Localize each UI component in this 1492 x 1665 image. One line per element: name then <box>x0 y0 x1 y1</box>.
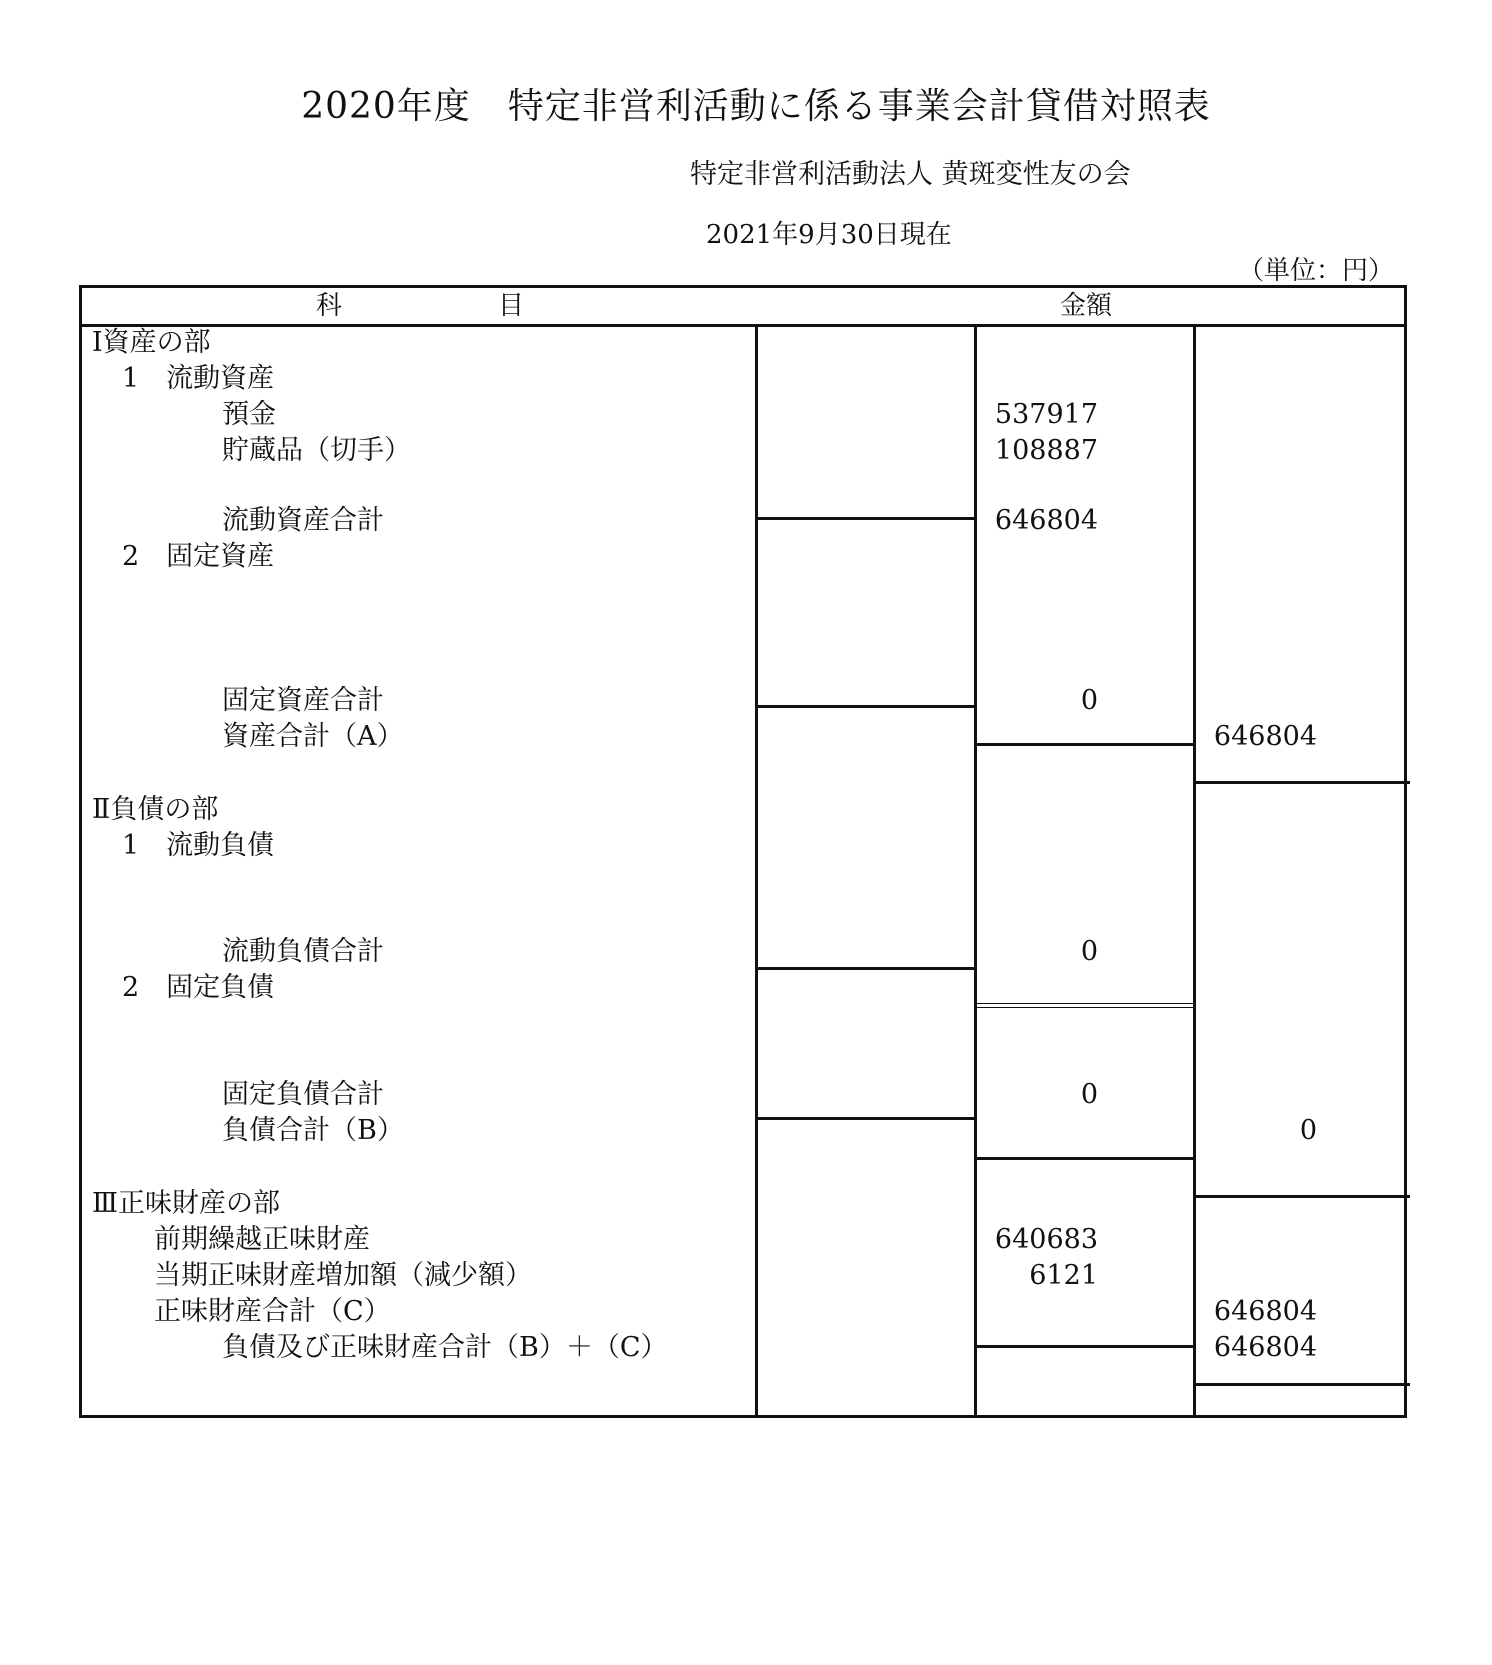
net-assets-change-value: 6121 <box>1029 1260 1098 1291</box>
prior-net-assets-value: 640683 <box>994 1224 1098 1255</box>
deposits-label: 預金 <box>222 399 276 430</box>
assets-total-value: 646804 <box>1213 721 1317 752</box>
current-assets-total-label: 流動資産合計 <box>222 505 384 536</box>
fixed-liabilities-total-value: 0 <box>1080 1079 1098 1110</box>
rule <box>1193 1195 1410 1198</box>
current-assets-label: 1 流動資産 <box>122 363 275 394</box>
fixed-assets-total-value: 0 <box>1080 685 1098 716</box>
unit-label: （単位：円） <box>1238 256 1395 286</box>
net-assets-total-label: 正味財産合計（C） <box>154 1296 391 1327</box>
liabilities-total-label: 負債合計（B） <box>222 1115 404 1146</box>
assets-section-label: Ⅰ資産の部 <box>92 327 211 358</box>
grand-total-value: 646804 <box>1213 1332 1317 1363</box>
fixed-assets-total-label: 固定資産合計 <box>222 685 384 716</box>
fixed-assets-label: 2 固定資産 <box>122 541 275 572</box>
rule <box>1193 1383 1410 1386</box>
fixed-liabilities-label: 2 固定負債 <box>122 972 275 1003</box>
current-liabilities-total-label: 流動負債合計 <box>222 936 384 967</box>
column-line-1 <box>755 326 758 1418</box>
fixed-liabilities-total-label: 固定負債合計 <box>222 1079 384 1110</box>
net-assets-section-label: Ⅲ正味財産の部 <box>92 1188 281 1219</box>
liabilities-section-label: Ⅱ負債の部 <box>92 794 219 825</box>
net-assets-total-value: 646804 <box>1213 1296 1317 1327</box>
net-assets-change-label: 当期正味財産増加額（減少額） <box>154 1260 532 1291</box>
stamps-value: 108887 <box>994 435 1098 466</box>
deposits-value: 537917 <box>994 399 1098 430</box>
header-divider <box>82 324 1404 327</box>
assets-total-label: 資産合計（A） <box>222 721 404 752</box>
rule <box>755 1117 974 1120</box>
document-title: 2020年度 特定非営利活動に係る事業会計貸借対照表 <box>301 86 1211 127</box>
rule <box>974 1003 1193 1004</box>
stamps-label: 貯蔵品（切手） <box>222 435 411 466</box>
rule <box>974 1157 1193 1160</box>
current-assets-total-value: 646804 <box>994 505 1098 536</box>
current-liabilities-label: 1 流動負債 <box>122 830 275 861</box>
liabilities-total-value: 0 <box>1299 1115 1317 1146</box>
as-of-date: 2021年9月30日現在 <box>706 220 952 250</box>
column-line-3 <box>1193 326 1196 1418</box>
current-liabilities-total-value: 0 <box>1080 936 1098 967</box>
prior-net-assets-label: 前期繰越正味財産 <box>154 1224 370 1255</box>
balance-sheet-table <box>79 285 1407 1418</box>
grand-total-label: 負債及び正味財産合計（B）＋（C） <box>222 1332 668 1363</box>
rule <box>974 1007 1193 1008</box>
organization-name: 特定非営利活動法人 黄斑変性友の会 <box>690 159 1131 190</box>
header-subject-2: 目 <box>498 291 525 321</box>
header-subject-1: 科 <box>316 291 343 321</box>
header-amount: 金額 <box>1060 291 1113 321</box>
rule <box>1193 781 1410 784</box>
